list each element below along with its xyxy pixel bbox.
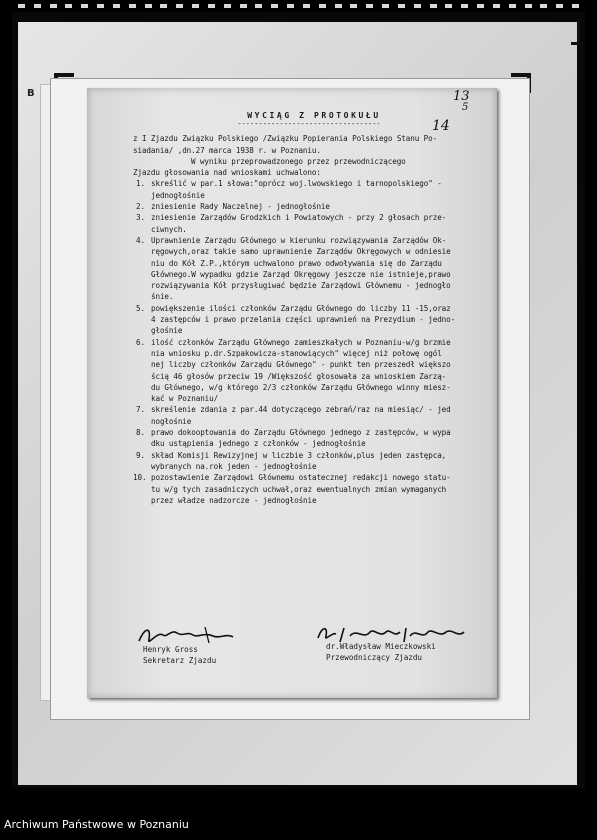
resolution-line: nogłośnie bbox=[151, 416, 192, 426]
signature-right-icon bbox=[314, 622, 474, 648]
result-line: W wyniku przeprowadzonego przez przewodniczącego bbox=[191, 156, 406, 166]
archive-name: Archiwum Państwowe w Poznaniu bbox=[4, 818, 189, 831]
resolution-line: powiększenie ilości członków Zarządu Głównego do liczby 11 -15,oraz bbox=[151, 303, 451, 313]
resolution-line: Głównego.W wypadku gdzie Zarząd Okręgowy jeszcze nie istnieje,prawo bbox=[151, 269, 451, 279]
result-line: Zjazdu głosowania nad wnioskami uchwalono: bbox=[133, 168, 321, 178]
intro-line: z I Zjazdu Związku Polskiego /Związku Popierania Polskiego Stanu Po- bbox=[133, 134, 438, 144]
page-number-mark: 5 bbox=[462, 102, 469, 113]
resolution-line: prawo dokooptowania do Zarządu Głównego jednego z zastępców, w wypa bbox=[151, 428, 451, 438]
signature-left-icon bbox=[135, 623, 245, 649]
resolution-text bbox=[151, 178, 442, 201]
page-number-mark: 14 bbox=[432, 118, 450, 134]
resolution-line: tu w/g tych zasadniczych uchwał,oraz ewentualnych zmian wymaganych bbox=[151, 484, 447, 494]
signature-block-left bbox=[143, 633, 216, 666]
resolution-list bbox=[133, 178, 485, 506]
resolution-line: skład Komisji Rewizyjnej w liczbie 3 członków,plus jeden zastępca, bbox=[151, 450, 447, 460]
resolution-line: kać w Poznaniu/ bbox=[151, 394, 219, 404]
resolution-line: głośnie bbox=[151, 326, 183, 336]
resolution-text bbox=[151, 235, 451, 303]
signature-left-name: Henryk Gross bbox=[143, 645, 198, 654]
signature-right-role: Przewodniczący Zjazdu bbox=[326, 652, 423, 662]
resolution-line: nia wniosku p.dr.Szpakowicza-stanowiących" więcej niż połowę ogól bbox=[151, 348, 442, 358]
resolution-item bbox=[133, 427, 485, 450]
resolution-line: pozostawienie Zarządowi Głównemu ostatecznej redakcji nowego statu- bbox=[151, 473, 451, 483]
resolution-line: rozwiązywania Kół przysługiwać będzie Zarządowi Głównemu - jednogło bbox=[151, 281, 451, 291]
resolution-line: przez władze nadzorcze - jednogłośnie bbox=[151, 495, 317, 505]
resolution-line: zniesienie Zarządów Grodzkich i Powiatowych - przy 2 głosach prze- bbox=[151, 213, 447, 223]
document-title: WYCIĄG Z PROTOKUŁU bbox=[247, 111, 381, 120]
film-perforations-top bbox=[12, 2, 585, 10]
margin-letter: B bbox=[27, 88, 35, 99]
corner-mark bbox=[571, 20, 580, 45]
resolution-line: śnie. bbox=[151, 292, 174, 302]
resolution-item bbox=[133, 472, 485, 506]
resolution-line: 4 zastępców i prawo przelania części uprawnień na Prezydium - jedno- bbox=[151, 315, 456, 325]
signature-right-name: dr.Władysław Mieczkowski bbox=[326, 642, 436, 651]
resolution-text bbox=[151, 427, 451, 450]
resolution-number: 5. bbox=[136, 303, 145, 313]
intro-line: siadania/ ,dn.27 marca 1938 r. w Poznaniu. bbox=[133, 145, 321, 155]
resolution-line: wybranych na.rok jeden - jednogłośnie bbox=[151, 461, 317, 471]
resolution-item bbox=[133, 337, 485, 405]
page-number-mark: 13 bbox=[453, 89, 470, 104]
resolution-text bbox=[151, 404, 451, 427]
document-text bbox=[133, 110, 485, 506]
resolution-line: niu do Kół Z.P.,którym uchwalono prawo odwoływania się do Zarządu bbox=[151, 258, 442, 268]
resolution-text bbox=[151, 201, 330, 212]
resolution-text bbox=[151, 212, 446, 235]
resolution-line: skreślić w par.1 słowa:"oprócz woj.lwowskiego i tarnopolskiego" - bbox=[151, 179, 442, 189]
resolution-line: ręgowych,oraz takie samo uprawnienie Zarządów Okręgowych w odniesie bbox=[151, 247, 451, 257]
signature-block-right bbox=[322, 630, 436, 663]
resolution-item bbox=[133, 178, 485, 201]
resolution-number: 2. bbox=[136, 202, 145, 212]
resolution-line: dku ustąpienia jednego z członków - jednogłośnie bbox=[151, 439, 366, 449]
title-underline: ---------------------------------- bbox=[237, 120, 381, 129]
resolution-item bbox=[133, 404, 485, 427]
resolution-text bbox=[151, 472, 451, 506]
resolution-text bbox=[151, 450, 446, 473]
resolution-line: zniesienie Rady Naczelnej - jednogłośnie bbox=[151, 202, 330, 212]
resolution-number: 8. bbox=[136, 428, 145, 438]
resolution-number: 9. bbox=[136, 450, 145, 460]
resolution-item bbox=[133, 235, 485, 303]
resolution-line: du Głównego, w/g którego 2/3 członków Zarządu Głównego winny miesz- bbox=[151, 382, 451, 392]
resolution-line: ciwnych. bbox=[151, 224, 187, 234]
resolution-item bbox=[133, 303, 485, 337]
resolution-item bbox=[133, 212, 485, 235]
signature-left-role: Sekretarz Zjazdu bbox=[143, 655, 217, 665]
resolution-number: 4. bbox=[136, 235, 145, 245]
resolution-number: 7. bbox=[136, 405, 145, 415]
resolution-number: 1. bbox=[136, 179, 145, 189]
resolution-line: jednogłośnie bbox=[151, 190, 205, 200]
resolution-text bbox=[151, 337, 451, 405]
resolution-line: Uprawnienie Zarządu Głównego w kierunku rozwiązywania Zarządów Ok- bbox=[151, 235, 447, 245]
resolution-line: ścią 46 głosów przeciw 19 /Większość głosowała za wnioskiem Zarzą- bbox=[151, 371, 447, 381]
resolution-line: skreślenie zdania z par.44 dotyczącego zebrań/raz na miesiąc/ - jed bbox=[151, 405, 451, 415]
resolution-item bbox=[133, 201, 485, 212]
resolution-number: 10. bbox=[133, 473, 147, 483]
resolution-number: 3. bbox=[136, 213, 145, 223]
resolution-number: 6. bbox=[136, 337, 145, 347]
resolution-text bbox=[151, 303, 455, 337]
resolution-line: ilość członków Zarządu Głównego zamieszkałych w Poznaniu-w/g brzmie bbox=[151, 337, 451, 347]
resolution-line: nej liczby członków Zarządu Głównego" - punkt ten przeszedł większo bbox=[151, 360, 451, 370]
resolution-item bbox=[133, 450, 485, 473]
